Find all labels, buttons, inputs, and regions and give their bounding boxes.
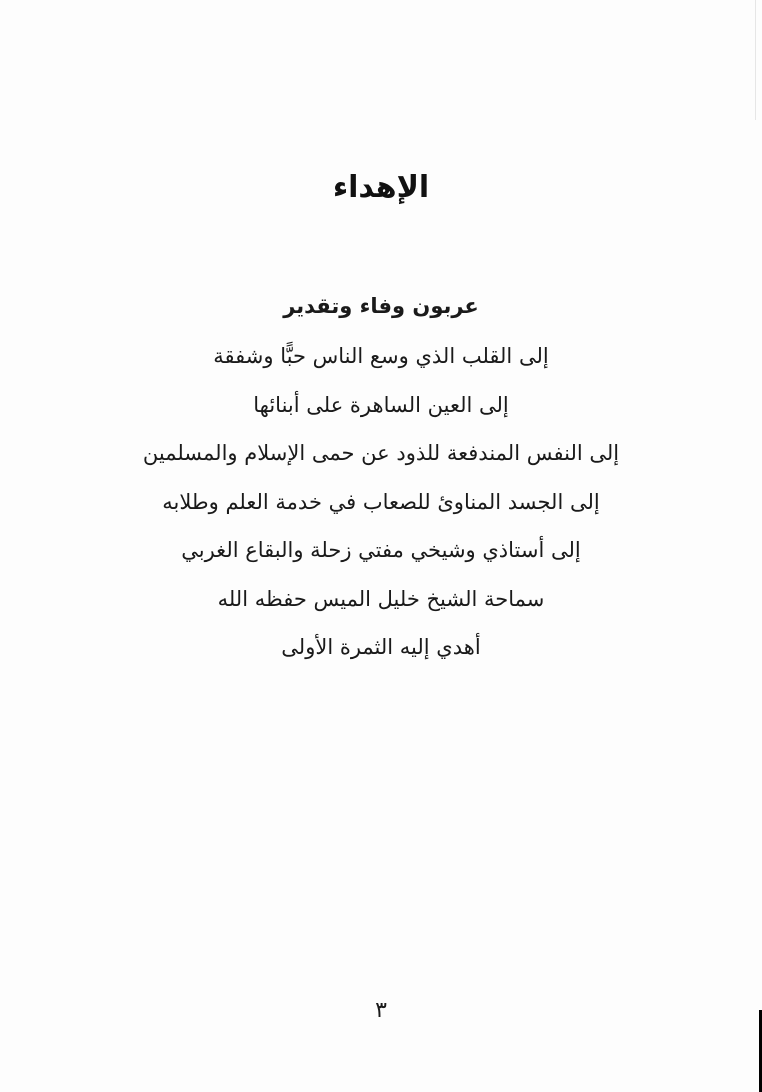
dedication-line: إلى العين الساهرة على أبنائها — [253, 392, 509, 417]
dedication-lines — [0, 334, 762, 674]
dedication-line: أهدي إليه الثمرة الأولى — [281, 635, 481, 659]
page-number: ٣ — [375, 998, 387, 1023]
dedication-line: إلى الجسد المناوئ للصعاب في خدمة العلم وطلابه — [162, 489, 600, 514]
page-title: الإهداء — [332, 170, 430, 205]
dedication-line: إلى النفس المندفعة للذود عن حمى الإسلام والمسلمين — [142, 441, 620, 465]
dedication-line: إلى القلب الذي وسع الناس حبًّا وشفقة — [213, 344, 549, 368]
dedication-subtitle: عربون وفاء وتقدير — [283, 294, 479, 318]
dedication-line: سماحة الشيخ خليل الميس حفظه الله — [217, 586, 545, 611]
scan-artifact-line — [755, 0, 756, 120]
dedication-line: إلى أستاذي وشيخي مفتي زحلة والبقاع الغربي — [181, 538, 581, 562]
